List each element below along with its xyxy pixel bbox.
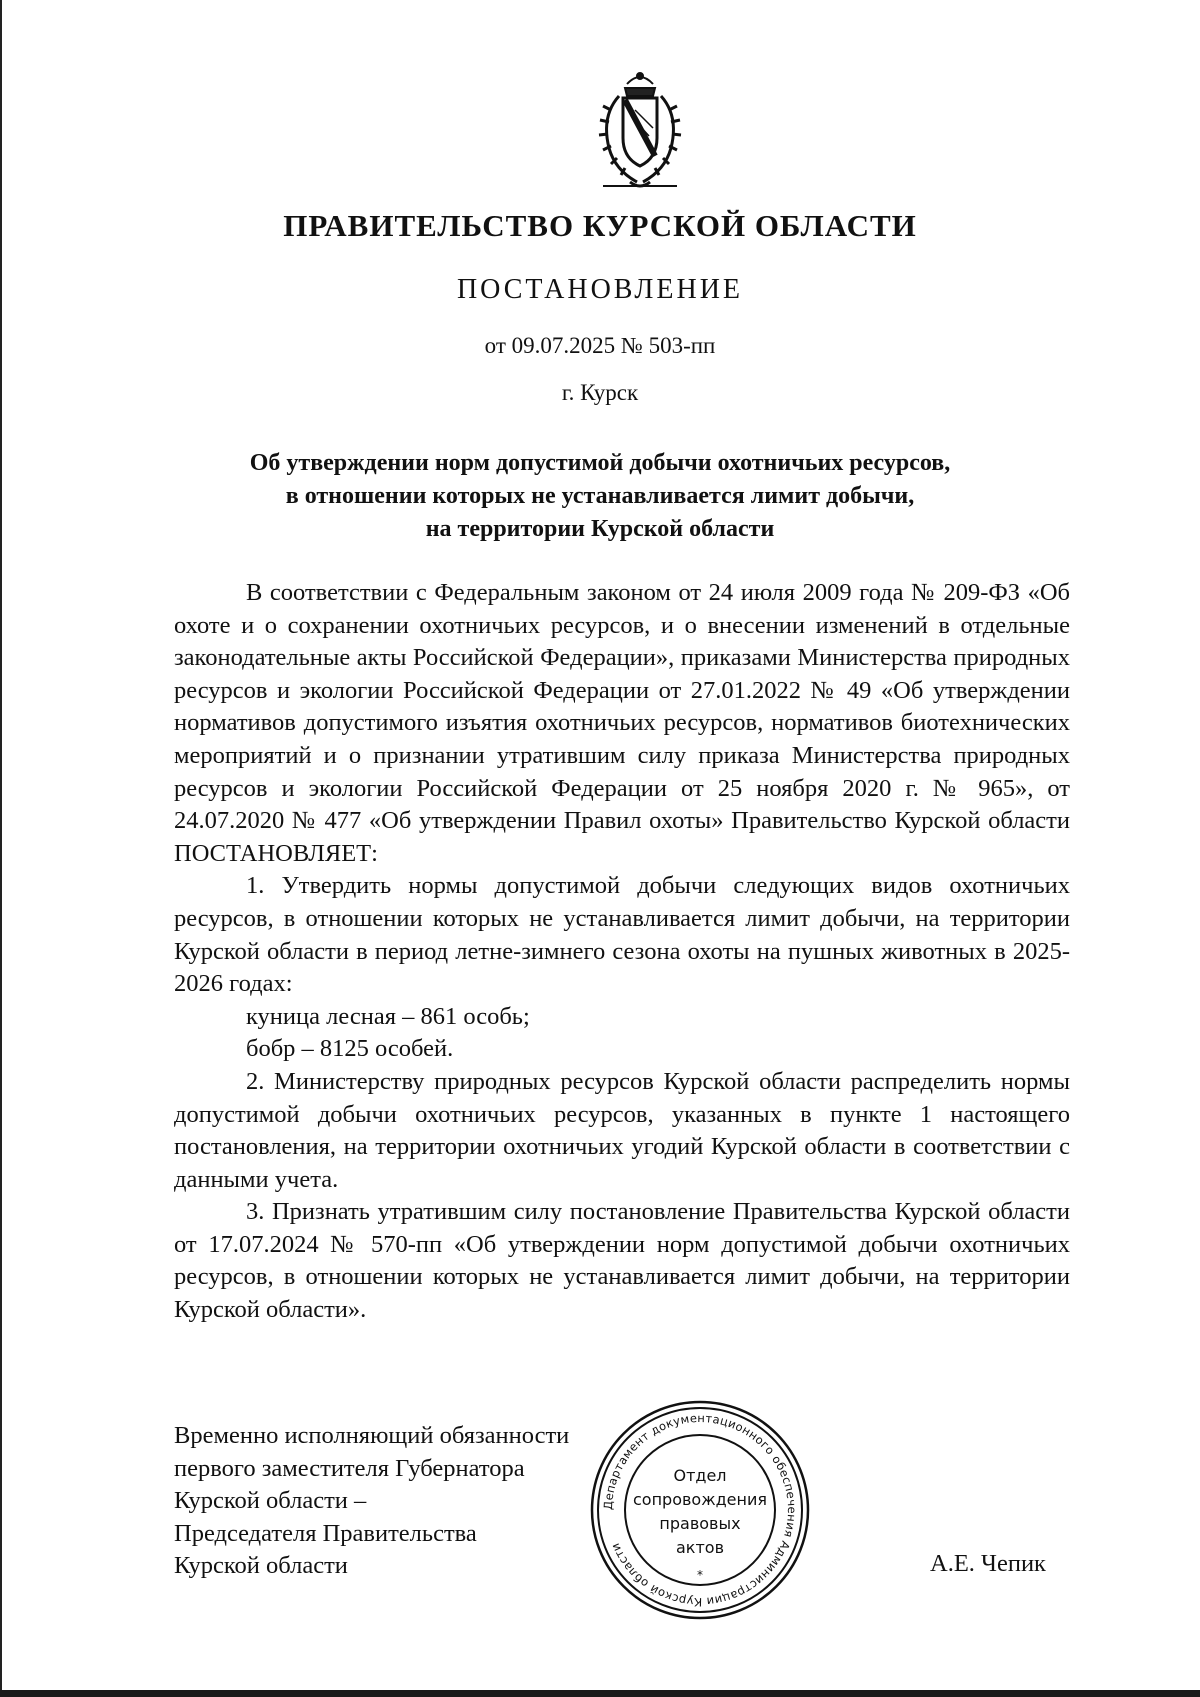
species-item-marten: куница лесная – 861 особь; — [246, 1002, 530, 1030]
svg-text:*: * — [697, 1568, 703, 1582]
document-type: ПОСТАНОВЛЕНИЕ — [456, 274, 744, 305]
preamble-paragraph: В соответствии с Федеральным законом от 24 июля 2009 года № 209-ФЗ «Об охоте и о сохранении охотничьих ресурсов, и о внесении изменений в отдельные законодательные акты Российской Федерации», приказами Министерства природных ресурсов и экологии Российской Федерации от 27.01.2022 № 49 «Об утверждении нормативов допустимого изъятия охотничьих ресурсов, нормативов биотехнических мероприятий и о признании утратившим силу приказа Министерства природных ресурсов и экологии Российской Федерации от 25 ноября 2020 г. № 965», от 24.07.2020 № 477 «Об утверждении Правил охоты» Правительство Курской области ПОСТАНОВЛЯЕТ: — [174, 579, 1070, 867]
stamp-center-line-2: сопровождения — [632, 1490, 768, 1509]
scan-left-edge — [0, 0, 2, 1697]
signer-name: А.Е. Чепик — [930, 1550, 1046, 1577]
coat-of-arms-emblem — [575, 66, 705, 196]
stamp-center-line-3: правовых — [659, 1514, 741, 1533]
stamp-center-line-4: актов — [675, 1538, 725, 1557]
stamp-ring-text: Департамент документационного обеспечения Администрации Курской области — [600, 1410, 800, 1610]
point-2-paragraph: 2. Министерству природных ресурсов Курской области распределить нормы допустимой добычи охотничьих ресурсов, указанных в пункте 1 настоящего постановления, на территории охотничьих угодий Курской области в соответствии с данными учета. — [174, 1067, 1070, 1193]
signature-line-2: первого заместителя Губернатора — [174, 1454, 525, 1482]
title-line-1: Об утверждении норм допустимой добычи охотничьих ресурсов, — [249, 450, 951, 476]
government-heading: ПРАВИТЕЛЬСТВО КУРСКОЙ ОБЛАСТИ — [283, 208, 917, 243]
signature-line-4: Председателя Правительства — [174, 1519, 477, 1547]
signature-line-1: Временно исполняющий обязанности — [174, 1422, 570, 1449]
document-title — [170, 447, 1030, 546]
scan-bottom-edge — [0, 1690, 1200, 1697]
point-3-paragraph: 3. Признать утратившим силу постановление Правительства Курской области от 17.07.2024 № 570-пп «Об утверждении норм допустимой добычи охотничьих ресурсов, в отношении которых не устанавливается лимит добычи, на территории Курской области». — [174, 1198, 1070, 1324]
official-stamp-seal — [585, 1395, 815, 1625]
signature-line-5: Курской области — [174, 1552, 348, 1579]
title-line-3: на территории Курской области — [425, 516, 775, 542]
stamp-center-line-1: Отдел — [673, 1466, 727, 1485]
document-city: г. Курск — [561, 380, 639, 405]
title-line-2: в отношении которых не устанавливается лимит добычи, — [285, 483, 915, 509]
document-number: от 09.07.2025 № 503-пп — [484, 333, 716, 358]
document-body — [174, 577, 1070, 1327]
signature-line-3: Курской области – — [174, 1487, 367, 1514]
point-1-paragraph: 1. Утвердить нормы допустимой добычи следующих видов охотничьих ресурсов, в отношении которых не устанавливается лимит добычи, на территории Курской области в период летне-зимнего сезона охоты на пушных животных в 2025-2026 годах: — [174, 872, 1070, 998]
signature-block — [174, 1420, 569, 1583]
species-item-beaver: бобр – 8125 особей. — [246, 1035, 454, 1063]
